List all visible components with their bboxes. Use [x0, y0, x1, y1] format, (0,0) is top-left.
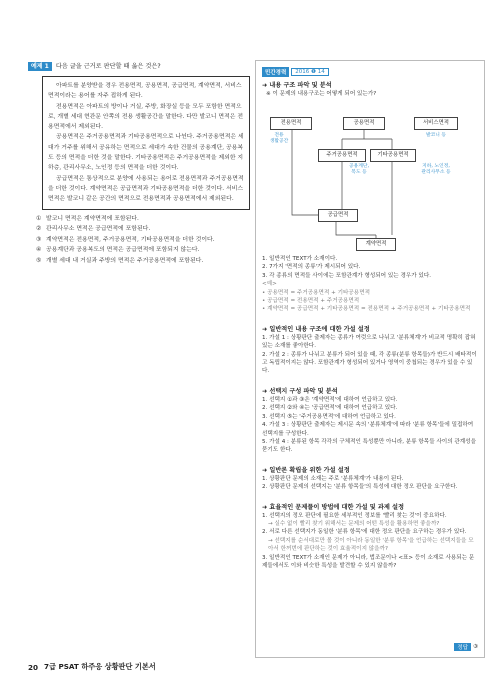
section-title: ➜ 효율적인 문제풀이 방법에 대한 가설 및 과제 설정	[262, 503, 404, 511]
choice-text: 공용계단과 공용복도의 면적은 공급면적에 포함되지 않는다.	[46, 247, 200, 254]
common-area-box: 공용면적	[343, 117, 385, 130]
explanation-header	[262, 67, 478, 77]
other-common-box: 기타공용면적	[370, 149, 416, 162]
residential-common-note: 공용계단, 복도 등	[348, 164, 370, 175]
other-common-note: 지하, 노인정, 관리사무소 등	[421, 164, 451, 175]
choice-5[interactable]	[36, 256, 250, 267]
source-year-tag: 2016 ❶ 14	[291, 68, 328, 76]
intro-item: 2. 7가지 '면적의 종류'가 제시되어 있다.	[262, 264, 361, 271]
source-tag: 민간경력	[262, 67, 289, 77]
passage-paragraph: 전용면적은 아파트의 방이나 거실, 주방, 화장실 등을 모두 포함한 면적으로, 개별 세대 현관문 안쪽의 전용 생활공간을 말한다. 다만 발코니 면적은 전용면적에서 제외된다.	[48, 103, 244, 131]
section-title: ➜ 일반론 확립을 위한 가설 설정	[262, 466, 350, 474]
method-item: 2. 서로 다른 선택지가 동일한 '분류 항목'에 대한 정오 판단을 요구하는 경우가 있다.	[262, 529, 467, 536]
book-title: 7급 PSAT 하주응 상황판단 기본서	[44, 662, 156, 671]
choice-4[interactable]	[36, 245, 250, 256]
intro-example: • 공급면적 = 전용면적 + 주거공용면적	[262, 298, 360, 305]
method-item: 1. 선택지의 정오 판단에 필요한 세부적인 정보를 '빨리 찾는 것'이 중요하다.	[262, 512, 447, 519]
analysis-item: 4. 가설 3 : 상황판단 출제자는 제시문 속의 '분류체계'에 따라 '분류 항목'들에 밀접하여 선택지를 구성한다.	[262, 422, 474, 437]
intro-item: 1. 일반적인 TEXT가 소재이다.	[262, 256, 338, 262]
choice-3[interactable]	[36, 235, 250, 246]
question-number: 예제 1	[28, 62, 52, 71]
explanation-panel	[255, 60, 485, 658]
method-item: 3. 일반적인 TEXT가 소재인 문제가 아니라, 법조문이나 <표> 등이 소재로 사용되는 문제들에서도 이와 비슷한 특성을 발견할 수 있지 않을까?	[262, 554, 475, 569]
question-prompt: 다음 글을 근거로 판단할 때 옳은 것은?	[55, 63, 161, 70]
intro-item: 3. 각 종류의 면적들 사이에는 포함관계가 형성되어 있는 경우가 있다.	[262, 272, 432, 279]
intro-example: • 계약면적 = 공급면적 + 기타공용면적 = 전용면적 + 주거공용면적 + 기타공용면적	[262, 306, 471, 313]
choice-2[interactable]	[36, 224, 250, 235]
analysis-item: 2. 선택지 ②와 ④는 '공급면적'에 대하여 언급하고 있다.	[262, 405, 398, 412]
choice-text: 계약면적은 전용면적, 주거공용면적, 기타공용면적을 더한 것이다.	[46, 236, 215, 243]
analysis-item: 3. 선택지 ⑤는 '주거공용면적'에 대하여 언급하고 있다.	[262, 413, 396, 420]
choice-mark: ⑤	[36, 257, 42, 264]
method-item: → 선택지를 순서대로만 볼 것이 아니라 동일한 '분류 항목'을 언급하는 선택지들을 모아서 한꺼번에 판단하는 것이 효율적이지 않을까?	[268, 537, 474, 553]
answer-label: 정답	[454, 643, 471, 651]
service-area-box: 서비스면적	[414, 117, 458, 130]
supply-area-box: 공급면적	[318, 209, 358, 222]
intro-example-label: <예>	[262, 281, 277, 288]
service-area-note: 발코니 등	[425, 133, 447, 138]
answer-value: ③	[473, 644, 478, 650]
intro-example: • 공용면적 = 주거공용면적 + 기타공용면적	[262, 289, 371, 296]
page-footer	[28, 662, 156, 672]
choice-text: 발코니 면적은 계약면적에 포함된다.	[46, 215, 139, 222]
choice-1[interactable]	[36, 214, 250, 225]
page-number: 20	[28, 662, 39, 672]
passage-paragraph: 공용면적은 주거공용면적과 기타공용면적으로 나뉜다. 주거공용면적은 세대가 거주를 위해서 공유하는 면적으로 세대가 속한 건물의 공용계단, 공용복도 등의 면적을 더한 것을 말한다. 기타공용면적은 주거공용면적을 제외한 지하층, 관리사무소, 노인정 등의 면적을 더한 것이다.	[48, 134, 244, 172]
exclusive-area-note: 전용 생활공간	[269, 133, 289, 144]
analysis-item: 5. 가설 4 : 분류된 항목 각각의 구체적인 특성뿐만 아니라, 분류 항목들 사이의 관계성을 묻기도 한다.	[262, 438, 476, 454]
contract-area-box: 계약면적	[356, 238, 396, 251]
choice-text: 개별 세대 내 거실과 주방의 면적은 주거공용면적에 포함된다.	[46, 257, 204, 264]
answer-badge	[454, 643, 478, 651]
method-item: → 실수 없이 빨리 찾기 위해서는 문제의 어떤 특성을 활용하면 좋을까?	[268, 520, 440, 527]
structure-title: ➜ 내용 구조 파악 및 분석	[262, 82, 332, 89]
intro-list	[262, 255, 478, 314]
analysis-item: 1. 선택지 ①과 ③은 '계약면적'에 대하여 언급하고 있다.	[262, 396, 398, 403]
choice-list	[36, 214, 250, 267]
choice-text: 관리사무소 면적은 공급면적에 포함된다.	[46, 226, 151, 233]
passage-paragraph: 공급면적은 통상적으로 분양에 사용되는 용어로 전용면적과 주거공용면적을 더한 것이다. 계약면적은 공급면적과 기타공용면적을 더한 것이다. 서비스면적은 발코니 같은 공간의 면적으로 전용면적과 공용면적에서 제외된다.	[48, 175, 244, 203]
question-header	[28, 62, 250, 71]
choice-mark: ③	[36, 236, 42, 243]
passage-paragraph: 아파트를 분양받을 경우 전용면적, 공용면적, 공급면적, 계약면적, 서비스면적이라는 용어를 자주 접하게 된다.	[48, 83, 242, 100]
passage-box	[42, 76, 250, 210]
general-item: 1. 상황판단 문제의 소재는 주로 '분류체계'가 내용이 된다.	[262, 475, 404, 482]
section-title: ➜ 선택지 구성 파악 및 분석	[262, 387, 338, 395]
hypothesis-list	[262, 334, 478, 376]
choice-analysis-list	[262, 396, 478, 455]
general-item: 2. 상황판단 문제의 선택지는 '분류 항목들'의 특성에 대한 정오 판단을 요구한다.	[262, 484, 458, 491]
choice-mark: ④	[36, 247, 42, 254]
hypothesis-item: 2. 가설 2 : 종류가 나뉘고 분류가 되어 있을 때, 각 종류(분류 항목들)가 반드시 배타적이고 독립적이지는 않다. 포함관계가 형성되어 있거나 영역이 중첩되는 경우가 있을 수 있다.	[262, 351, 477, 375]
area-diagram	[264, 103, 474, 253]
structure-subtitle: ※ 이 문제의 내용구조는 어떻게 되어 있는가?	[266, 91, 377, 97]
residential-common-box: 주거공용면적	[318, 149, 366, 162]
question-column	[28, 62, 250, 266]
choice-mark: ①	[36, 215, 42, 222]
exclusive-area-box: 전용면적	[270, 117, 312, 130]
general-list	[262, 475, 478, 492]
section-title: ➜ 일반적인 내용 구조에 대한 가설 설정	[262, 325, 370, 333]
method-list	[262, 512, 478, 571]
choice-mark: ②	[36, 226, 42, 233]
hypothesis-item: 1. 가설 1 : 상황판단 출제자는 종류가 여럿으로 나뉘고 '분류체계'가 비교적 명확히 잡혀있는 소재를 좋아한다.	[262, 334, 476, 350]
